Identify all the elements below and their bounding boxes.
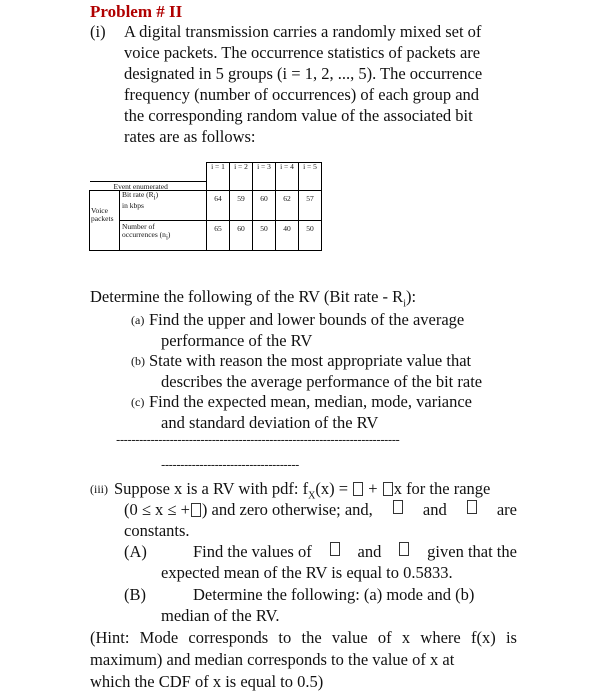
separator-short: ------------------------------------ bbox=[161, 457, 299, 472]
item-c-line-2: and standard deviation of the RV bbox=[161, 413, 379, 432]
item-a-line-2: performance of the RV bbox=[161, 331, 313, 350]
part-iii-line-1: Suppose x is a RV with pdf: $f_X(x)$ = + x for the range bbox=[114, 479, 491, 502]
number-of-label: Number of bbox=[122, 222, 155, 231]
beta-placeholder-icon-2 bbox=[467, 500, 477, 514]
item-a-line-1: Find the upper and lower bounds of the average bbox=[149, 310, 465, 329]
item-a-marker: (a) bbox=[131, 313, 145, 327]
bitrate-label-cell: Bit rate $(R_i)$ in kbps bbox=[120, 191, 207, 221]
hint-line-1: (Hint: Mode corresponds to the value of x where f(x) is bbox=[90, 628, 517, 647]
header-i2: i = 2 bbox=[230, 163, 253, 191]
occurrence-value-5: 50 bbox=[299, 221, 322, 251]
alpha-placeholder-icon-2 bbox=[393, 500, 403, 514]
packets-label: packets bbox=[91, 213, 114, 223]
header-i3: i = 3 bbox=[253, 163, 276, 191]
beta-placeholder-icon bbox=[383, 482, 393, 496]
occurrence-value-2: 60 bbox=[230, 221, 253, 251]
occurrence-table bbox=[89, 162, 322, 251]
bitrate-value-5: 57 bbox=[299, 191, 322, 221]
hint-line-3: which the CDF of x is equal to 0.5) bbox=[90, 672, 324, 691]
part-iii-line-3: constants. bbox=[124, 521, 190, 540]
event-enumerated-label: Event enumerated bbox=[113, 181, 168, 191]
problem-title: Problem # II bbox=[90, 2, 183, 21]
part-B-marker: (B) bbox=[124, 585, 146, 604]
header-i4: i = 4 bbox=[276, 163, 299, 191]
part-i-line-4: frequency (number of occurrences) of each group and bbox=[124, 85, 480, 104]
item-c-marker: (c) bbox=[131, 395, 145, 409]
table-corner-cell bbox=[90, 163, 207, 191]
item-b-line-2: describes the average performance of the bit rate bbox=[161, 372, 483, 391]
occurrence-label-cell: Number of occurrences $(n_i)$ bbox=[120, 221, 207, 251]
part-A-marker: (A) bbox=[124, 542, 147, 561]
beta-placeholder-icon-3 bbox=[399, 542, 409, 556]
bitrate-value-2: 59 bbox=[230, 191, 253, 221]
header-i1: i = 1 bbox=[207, 163, 230, 191]
part-i-marker: (i) bbox=[90, 22, 106, 41]
hint-line-2: maximum) and median corresponds to the value of x at bbox=[90, 650, 455, 669]
alpha-placeholder-icon-3 bbox=[330, 542, 340, 556]
part-iii-line-2: (0 ≤ x ≤ + ) and zero otherwise; and, and are bbox=[124, 500, 517, 519]
part-B-line-2: median of the RV. bbox=[161, 606, 280, 625]
bitrate-value-3: 60 bbox=[253, 191, 276, 221]
bitrate-value-4: 62 bbox=[276, 191, 299, 221]
part-i-line-1: A digital transmission carries a randomly mixed set of bbox=[124, 22, 482, 41]
part-i-line-5: the corresponding random value of the associated bit bbox=[124, 106, 473, 125]
kbps-label: in kbps bbox=[122, 200, 144, 210]
bitrate-value-1: 64 bbox=[207, 191, 230, 221]
part-iii-marker: (iii) bbox=[90, 482, 108, 496]
part-i-line-3: designated in 5 groups (i = 1, 2, ..., 5). The occurrence bbox=[124, 64, 483, 83]
header-i5: i = 5 bbox=[299, 163, 322, 191]
part-B-line-1: Determine the following: (a) mode and (b) bbox=[193, 585, 475, 604]
part-i-line-2: voice packets. The occurrence statistics of packets are bbox=[124, 43, 481, 62]
alpha-placeholder-icon bbox=[353, 482, 363, 496]
occurrence-value-1: 65 bbox=[207, 221, 230, 251]
occurrence-value-4: 40 bbox=[276, 221, 299, 251]
determine-heading: Determine the following of the RV (Bit rate - $R_i$): bbox=[90, 287, 417, 310]
item-b-line-1: State with reason the most appropriate value that bbox=[149, 351, 472, 370]
separator-long: -------------------------------------------------------------------------- bbox=[116, 432, 400, 447]
part-A-line-1: Find the values of and given that the bbox=[193, 542, 517, 561]
part-A-line-2: expected mean of the RV is equal to 0.5833. bbox=[161, 563, 453, 582]
part-i-line-6: rates are as follows: bbox=[124, 127, 256, 146]
infinity-placeholder-icon bbox=[191, 503, 201, 517]
occurrence-value-3: 50 bbox=[253, 221, 276, 251]
item-b-marker: (b) bbox=[131, 354, 145, 368]
item-c-line-1: Find the expected mean, median, mode, variance bbox=[149, 392, 472, 411]
voice-label: Voice bbox=[91, 206, 108, 215]
voice-packets-cell bbox=[90, 191, 120, 251]
